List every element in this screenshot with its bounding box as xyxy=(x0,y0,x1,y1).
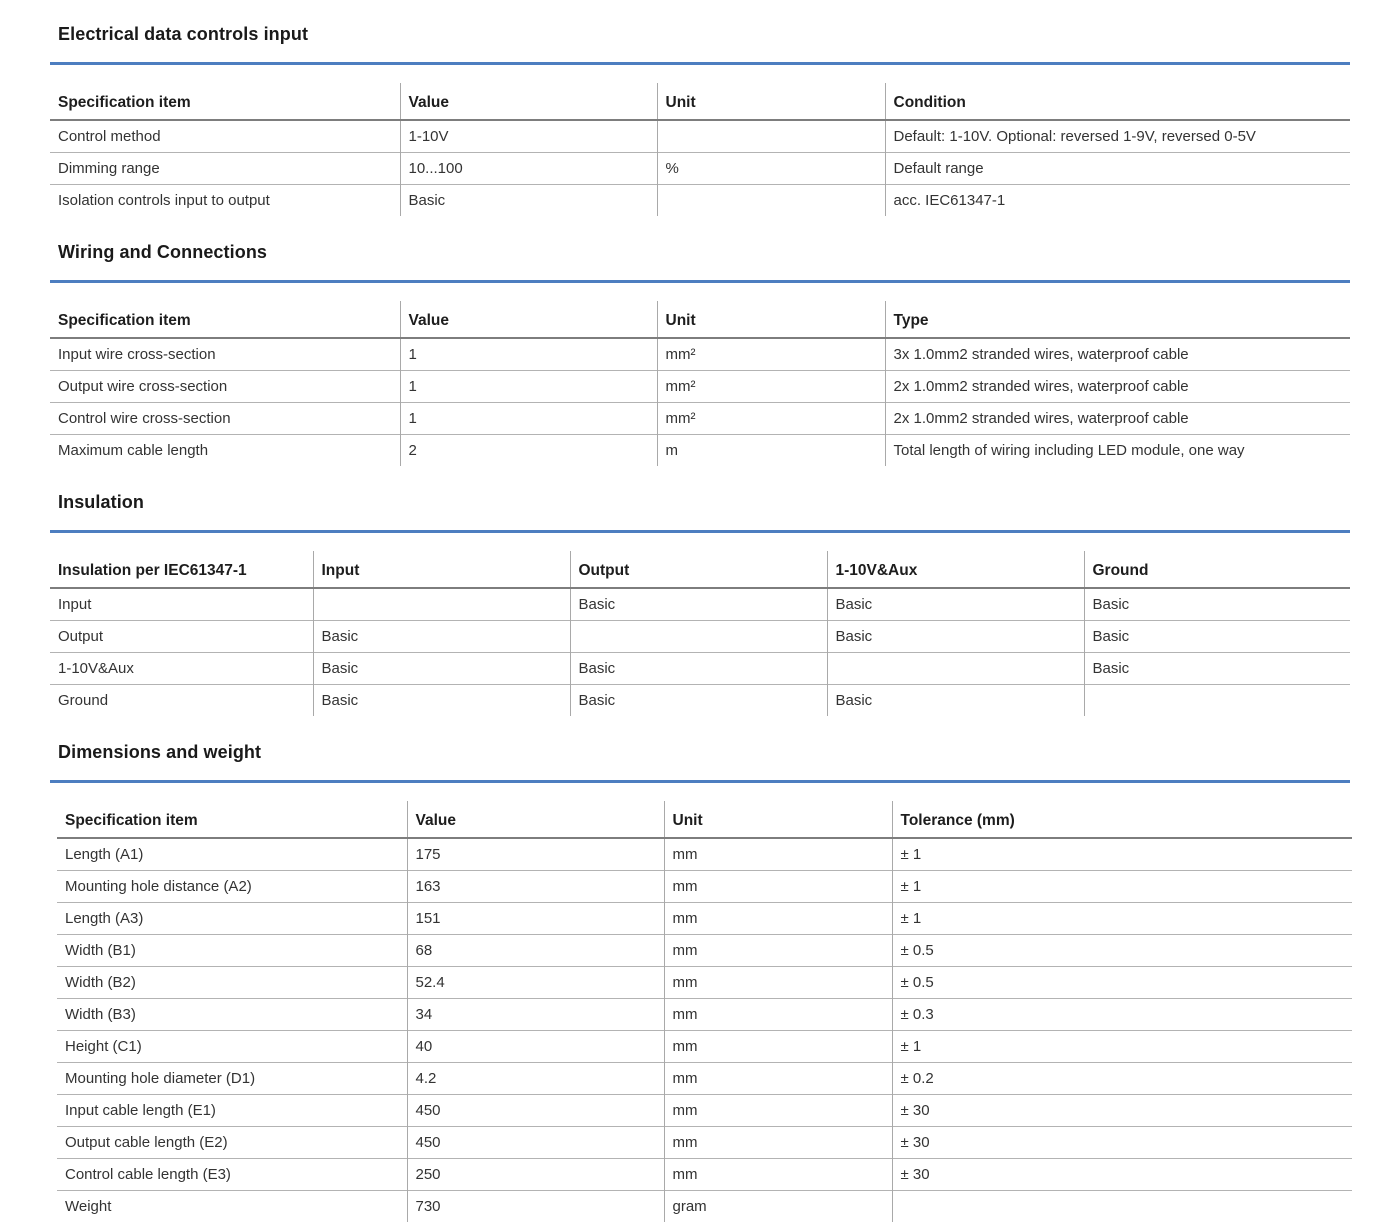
table-row xyxy=(50,120,1350,153)
section-insulation xyxy=(0,490,1400,716)
column-header: Unit xyxy=(664,801,892,838)
table-cell: Basic xyxy=(570,588,827,621)
table-cell: ± 0.2 xyxy=(892,1063,1352,1095)
table-cell: Length (A1) xyxy=(57,838,407,871)
table-row xyxy=(50,588,1350,621)
table-cell: 2 xyxy=(400,435,657,467)
column-header: Value xyxy=(400,83,657,120)
table-row xyxy=(57,1159,1352,1191)
table-cell: Input cable length (E1) xyxy=(57,1095,407,1127)
column-header: Condition xyxy=(885,83,1350,120)
table-cell xyxy=(892,1191,1352,1222)
section-title: Electrical data controls input xyxy=(58,22,1400,46)
electrical-controls-table xyxy=(50,83,1350,216)
column-header: Unit xyxy=(657,301,885,338)
table-cell: 34 xyxy=(407,999,664,1031)
table-row xyxy=(50,653,1350,685)
column-header: Unit xyxy=(657,83,885,120)
table-cell: Input xyxy=(50,588,313,621)
section-divider-rule xyxy=(50,280,1350,283)
table-row xyxy=(57,838,1352,871)
table-cell: Default: 1-10V. Optional: reversed 1-9V, reversed 0-5V xyxy=(885,120,1350,153)
table-cell: 1-10V xyxy=(400,120,657,153)
table-cell: mm xyxy=(664,1095,892,1127)
table-header-row xyxy=(50,83,1350,120)
table-cell xyxy=(657,185,885,217)
section-dimensions-and-weight xyxy=(0,740,1400,1222)
table-cell: Basic xyxy=(570,685,827,717)
table-cell: Height (C1) xyxy=(57,1031,407,1063)
table-cell: Width (B3) xyxy=(57,999,407,1031)
table-cell: Width (B1) xyxy=(57,935,407,967)
table-cell: 68 xyxy=(407,935,664,967)
table-cell: mm² xyxy=(657,371,885,403)
table-cell: Width (B2) xyxy=(57,967,407,999)
table-cell: Basic xyxy=(1084,621,1350,653)
table-cell: mm xyxy=(664,1127,892,1159)
table-row xyxy=(57,903,1352,935)
column-header: Output xyxy=(570,551,827,588)
table-row xyxy=(50,435,1350,467)
table-row xyxy=(57,999,1352,1031)
table-cell: ± 1 xyxy=(892,871,1352,903)
table-row xyxy=(50,185,1350,217)
table-cell: 52.4 xyxy=(407,967,664,999)
table-cell: ± 0.3 xyxy=(892,999,1352,1031)
section-title: Insulation xyxy=(58,490,1400,514)
table-row xyxy=(57,935,1352,967)
table-cell: mm xyxy=(664,1159,892,1191)
table-cell: 1 xyxy=(400,338,657,371)
table-cell: 175 xyxy=(407,838,664,871)
column-header: Specification item xyxy=(50,83,400,120)
table-cell: Basic xyxy=(313,685,570,717)
table-cell: mm xyxy=(664,1063,892,1095)
table-cell: Isolation controls input to output xyxy=(50,185,400,217)
section-title: Dimensions and weight xyxy=(58,740,1400,764)
table-row xyxy=(57,1127,1352,1159)
table-cell: mm² xyxy=(657,338,885,371)
table-cell: mm xyxy=(664,999,892,1031)
table-cell: Default range xyxy=(885,153,1350,185)
table-row xyxy=(57,1191,1352,1222)
table-cell: 450 xyxy=(407,1095,664,1127)
table-cell xyxy=(657,120,885,153)
table-cell: mm xyxy=(664,871,892,903)
table-cell: mm xyxy=(664,903,892,935)
table-row xyxy=(50,153,1350,185)
table-row xyxy=(57,871,1352,903)
table-cell: ± 1 xyxy=(892,1031,1352,1063)
column-header: Type xyxy=(885,301,1350,338)
table-row xyxy=(50,403,1350,435)
table-cell: Input wire cross-section xyxy=(50,338,400,371)
table-row xyxy=(57,967,1352,999)
table-cell: Weight xyxy=(57,1191,407,1222)
table-cell: Output cable length (E2) xyxy=(57,1127,407,1159)
table-cell xyxy=(1084,685,1350,717)
table-cell: Basic xyxy=(827,685,1084,717)
section-electrical-data-controls-input xyxy=(0,22,1400,216)
table-cell: mm xyxy=(664,838,892,871)
section-divider-rule xyxy=(50,780,1350,783)
table-row xyxy=(57,1063,1352,1095)
table-row xyxy=(50,621,1350,653)
table-header-row xyxy=(57,801,1352,838)
table-row xyxy=(50,371,1350,403)
table-cell: mm² xyxy=(657,403,885,435)
table-cell: 163 xyxy=(407,871,664,903)
table-row xyxy=(50,338,1350,371)
table-cell: 4.2 xyxy=(407,1063,664,1095)
table-cell: Ground xyxy=(50,685,313,717)
table-cell: Control wire cross-section xyxy=(50,403,400,435)
table-cell: 1-10V&Aux xyxy=(50,653,313,685)
table-cell: Maximum cable length xyxy=(50,435,400,467)
wiring-connections-table xyxy=(50,301,1350,466)
table-cell: 10...100 xyxy=(400,153,657,185)
column-header: Specification item xyxy=(57,801,407,838)
table-cell: 450 xyxy=(407,1127,664,1159)
table-cell: Mounting hole distance (A2) xyxy=(57,871,407,903)
table-cell: Control method xyxy=(50,120,400,153)
table-cell: Basic xyxy=(1084,588,1350,621)
section-divider-rule xyxy=(50,62,1350,65)
table-cell: Output xyxy=(50,621,313,653)
table-cell xyxy=(313,588,570,621)
column-header: Specification item xyxy=(50,301,400,338)
table-cell: ± 1 xyxy=(892,838,1352,871)
table-cell: mm xyxy=(664,967,892,999)
table-cell: ± 0.5 xyxy=(892,935,1352,967)
table-cell: Length (A3) xyxy=(57,903,407,935)
table-cell: Dimming range xyxy=(50,153,400,185)
table-cell: ± 0.5 xyxy=(892,967,1352,999)
column-header: Input xyxy=(313,551,570,588)
table-cell: Basic xyxy=(1084,653,1350,685)
table-cell: Basic xyxy=(827,588,1084,621)
table-cell: Basic xyxy=(313,653,570,685)
table-cell: Basic xyxy=(400,185,657,217)
table-cell: 250 xyxy=(407,1159,664,1191)
table-row xyxy=(57,1031,1352,1063)
table-cell: ± 30 xyxy=(892,1095,1352,1127)
table-header-row xyxy=(50,301,1350,338)
insulation-matrix-table xyxy=(50,551,1350,716)
table-cell: Total length of wiring including LED module, one way xyxy=(885,435,1350,467)
dimensions-weight-table xyxy=(57,801,1352,1222)
table-cell: mm xyxy=(664,935,892,967)
table-cell: mm xyxy=(664,1031,892,1063)
column-header: Tolerance (mm) xyxy=(892,801,1352,838)
table-cell: 2x 1.0mm2 stranded wires, waterproof cable xyxy=(885,371,1350,403)
table-cell: gram xyxy=(664,1191,892,1222)
table-row xyxy=(57,1095,1352,1127)
column-header: Value xyxy=(407,801,664,838)
table-cell: Control cable length (E3) xyxy=(57,1159,407,1191)
table-cell: 730 xyxy=(407,1191,664,1222)
table-cell: acc. IEC61347-1 xyxy=(885,185,1350,217)
table-cell: % xyxy=(657,153,885,185)
table-row xyxy=(50,685,1350,717)
table-cell: Basic xyxy=(827,621,1084,653)
table-cell xyxy=(827,653,1084,685)
table-cell: ± 30 xyxy=(892,1159,1352,1191)
table-cell: m xyxy=(657,435,885,467)
table-cell: Mounting hole diameter (D1) xyxy=(57,1063,407,1095)
table-cell: ± 30 xyxy=(892,1127,1352,1159)
table-cell: 2x 1.0mm2 stranded wires, waterproof cable xyxy=(885,403,1350,435)
table-cell xyxy=(570,621,827,653)
table-cell: 40 xyxy=(407,1031,664,1063)
table-cell: ± 1 xyxy=(892,903,1352,935)
table-cell: 1 xyxy=(400,371,657,403)
table-cell: 1 xyxy=(400,403,657,435)
section-wiring-and-connections xyxy=(0,240,1400,466)
table-cell: Basic xyxy=(570,653,827,685)
section-divider-rule xyxy=(50,530,1350,533)
column-header: 1-10V&Aux xyxy=(827,551,1084,588)
table-cell: 151 xyxy=(407,903,664,935)
column-header: Insulation per IEC61347-1 xyxy=(50,551,313,588)
table-header-row xyxy=(50,551,1350,588)
column-header: Value xyxy=(400,301,657,338)
column-header: Ground xyxy=(1084,551,1350,588)
table-cell: Output wire cross-section xyxy=(50,371,400,403)
table-cell: 3x 1.0mm2 stranded wires, waterproof cable xyxy=(885,338,1350,371)
section-title: Wiring and Connections xyxy=(58,240,1400,264)
table-cell: Basic xyxy=(313,621,570,653)
